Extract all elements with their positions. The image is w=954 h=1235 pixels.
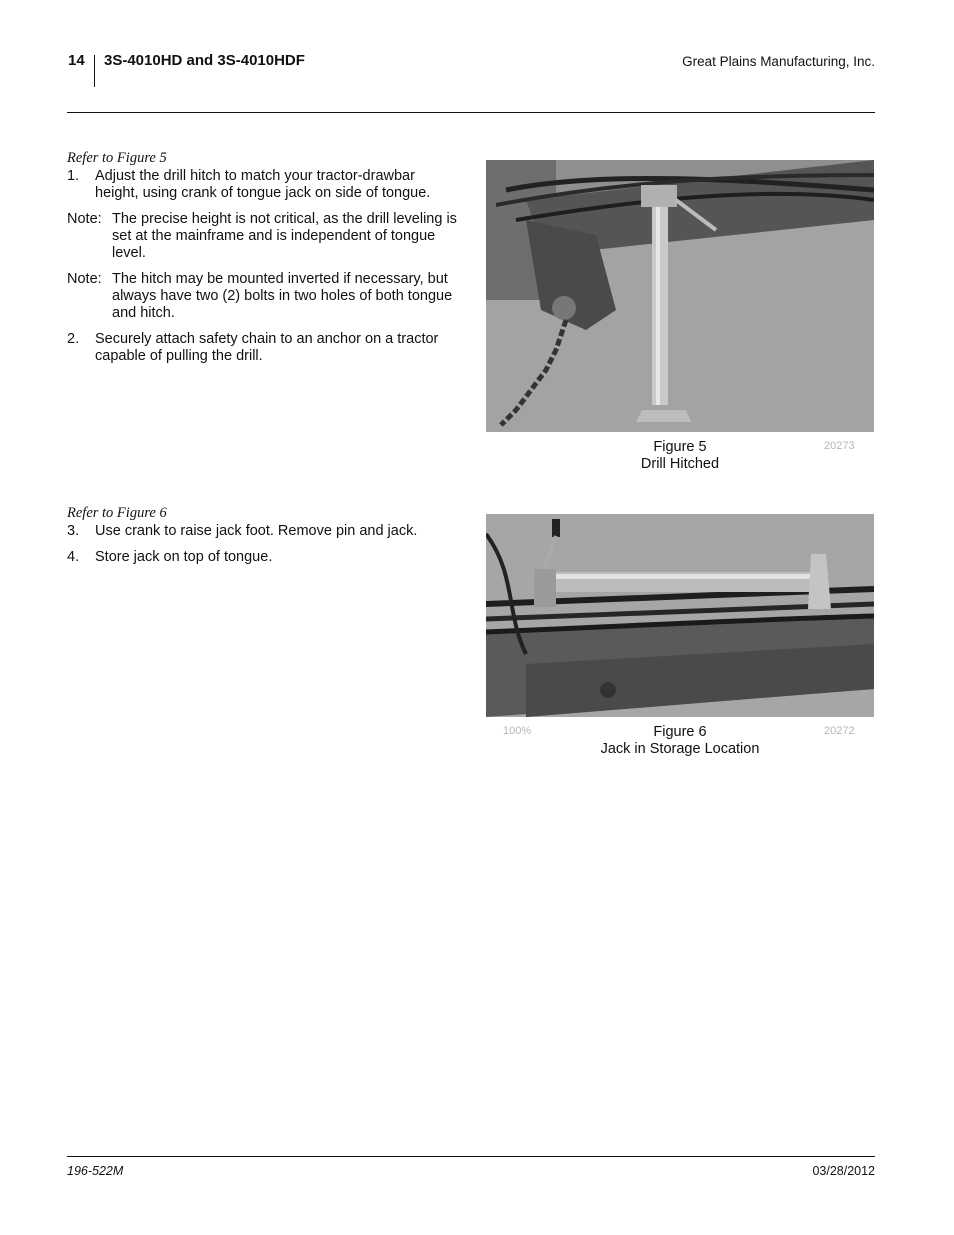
note-2 — [67, 271, 459, 322]
note-text: The hitch may be mounted inverted if necessary, but always have two (2) bolts in two holes of both tongue and hitch. — [112, 271, 453, 321]
note-label: Note: — [67, 211, 102, 227]
header-rule — [67, 112, 875, 113]
figure-5-code: 20273 — [824, 440, 855, 452]
zoom-level: 100% — [503, 725, 532, 737]
section-jack-storage — [67, 505, 459, 575]
page-number: 14 — [68, 52, 85, 69]
figure-5-caption — [486, 439, 874, 473]
figure-title: Jack in Storage Location — [600, 741, 760, 757]
step-number: 3. — [67, 523, 80, 539]
figure-title: Drill Hitched — [640, 456, 720, 472]
step-4 — [67, 549, 459, 566]
note-label: Note: — [67, 271, 102, 287]
step-3 — [67, 523, 459, 540]
step-text: Securely attach safety chain to an anchor on a tractor capable of pulling the drill. — [95, 331, 439, 364]
step-text: Use crank to raise jack foot. Remove pin and jack. — [95, 523, 418, 539]
revision-date: 03/28/2012 — [812, 1164, 875, 1178]
step-text: Adjust the drill hitch to match your tractor-drawbar height, using crank of tongue jack on side of tongue. — [95, 168, 431, 201]
figure-6-caption — [486, 724, 874, 758]
footer-rule — [67, 1156, 875, 1157]
figure-label: Figure 5 — [653, 439, 707, 455]
refer-figure-6: Refer to Figure 6 — [67, 505, 167, 521]
company-name: Great Plains Manufacturing, Inc. — [682, 54, 875, 69]
step-1 — [67, 168, 459, 202]
step-number: 2. — [67, 331, 80, 347]
document-title: 3S-4010HD and 3S-4010HDF — [104, 52, 305, 69]
figure-label: Figure 6 — [653, 724, 707, 740]
note-text: The precise height is not critical, as the drill leveling is set at the mainframe and is independent of tongue level. — [112, 211, 457, 261]
step-number: 4. — [67, 549, 80, 565]
step-2 — [67, 331, 459, 365]
step-number: 1. — [67, 168, 80, 184]
step-text: Store jack on top of tongue. — [95, 549, 273, 565]
figure-6-photo — [486, 514, 874, 717]
note-1 — [67, 211, 459, 262]
document-number: 196-522M — [67, 1164, 124, 1178]
figure-5-photo — [486, 160, 874, 432]
refer-figure-5: Refer to Figure 5 — [67, 150, 167, 166]
header-divider — [94, 55, 95, 87]
figure-6-code: 20272 — [824, 725, 855, 737]
section-hitch-instructions — [67, 150, 459, 374]
